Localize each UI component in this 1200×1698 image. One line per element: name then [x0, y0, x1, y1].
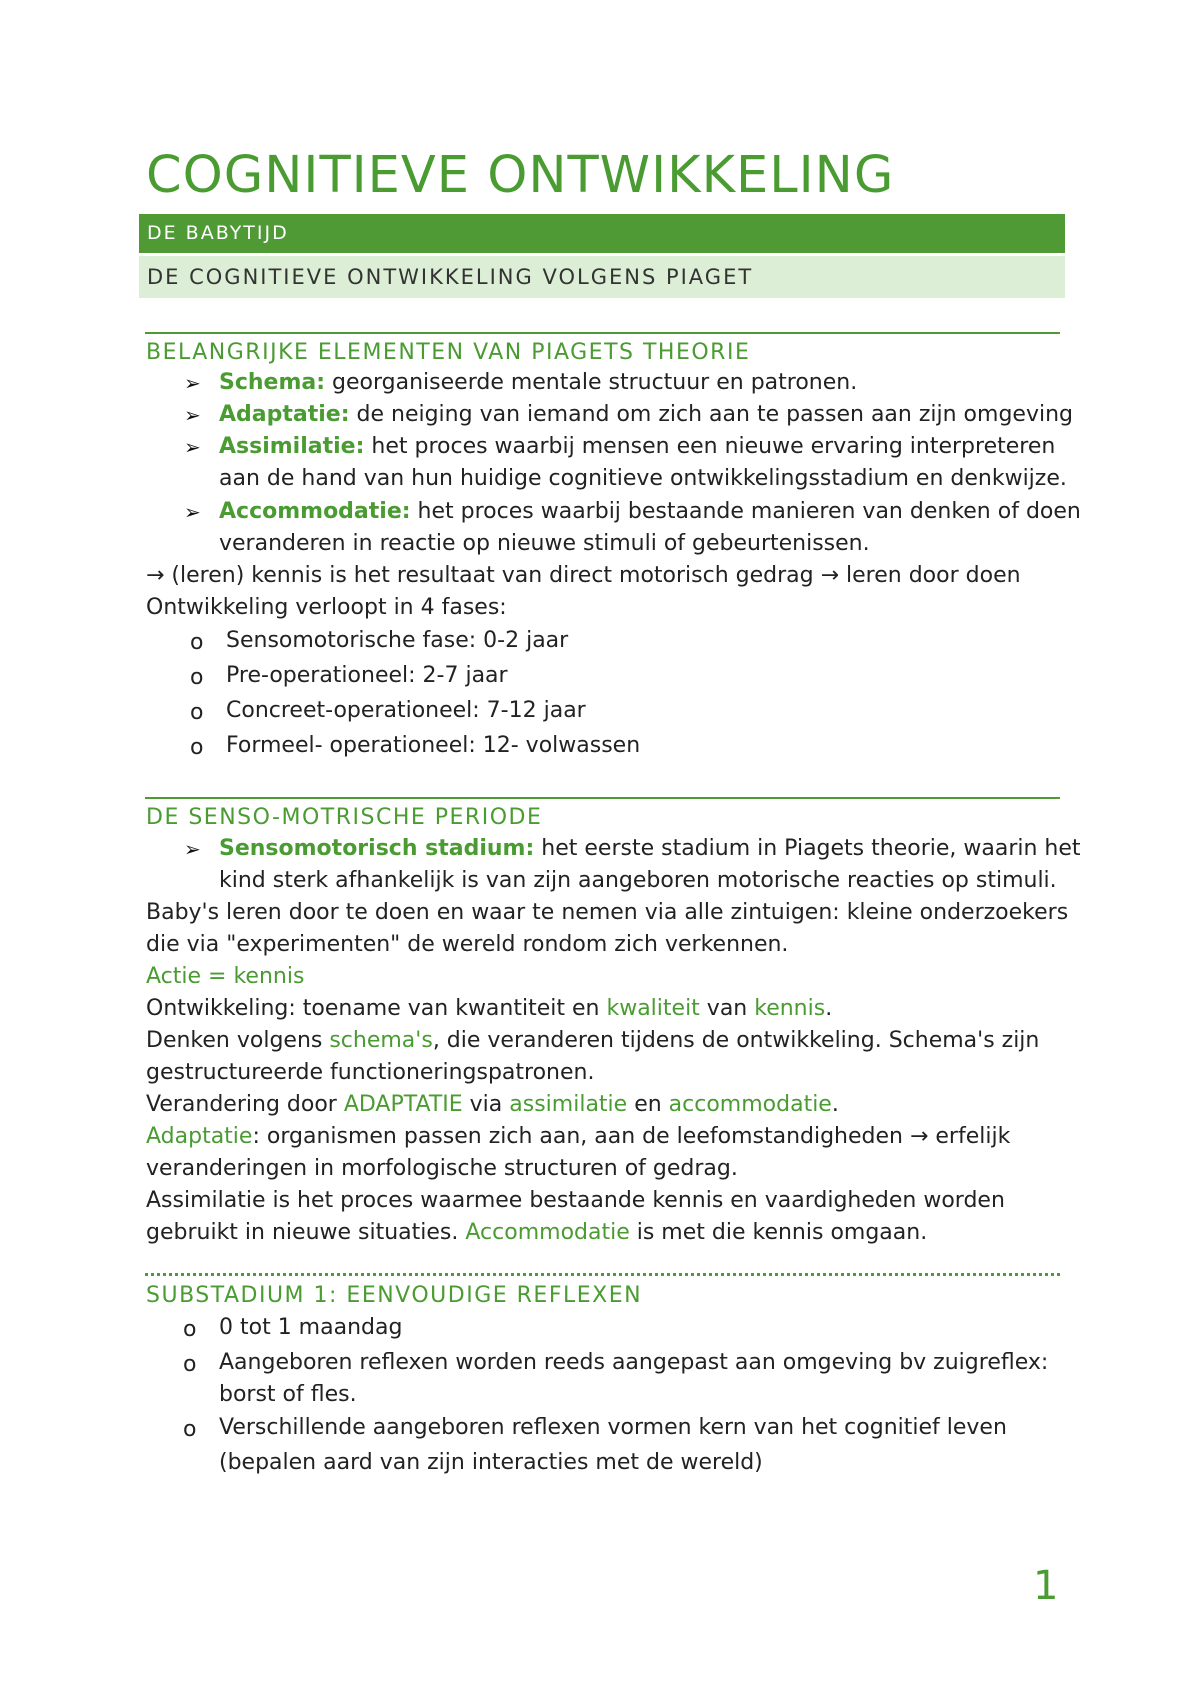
substage-item: Aangeboren reflexen worden reeds aangepast aan omgeving bv zuigreflex:: [219, 1350, 1049, 1375]
paragraph-line: Denken volgens schema's, die veranderen tijdens de ontwikkeling. Schema's zijn: [146, 1028, 1040, 1053]
bullet-arrow-icon: ➢: [184, 500, 201, 524]
bullet-adaptatie: Adaptatie: de neiging van iemand om zich aan te passen aan zijn omgeving: [219, 402, 1073, 427]
paragraph-line: Adaptatie: organismen passen zich aan, aan de leefomstandigheden → erfelijk: [146, 1124, 1011, 1149]
section-heading-substadium-1: SUBSTADIUM 1: EENVOUDIGE REFLEXEN: [146, 1283, 643, 1308]
page-title: COGNITIEVE ONTWIKKELING: [146, 146, 895, 205]
note-leren-door-doen: → (leren) kennis is het resultaat van direct motorisch gedrag → leren door doen: [146, 563, 1021, 588]
bullet-schema: Schema: georganiseerde mentale structuur en patronen.: [219, 370, 858, 395]
phase-item: Formeel- operationeel: 12- volwassen: [226, 733, 641, 758]
bullet-accommodatie: Accommodatie: het proces waarbij bestaande manieren van denken of doen: [219, 499, 1081, 524]
substage-item-continued: borst of fles.: [219, 1382, 357, 1407]
page-number: 1: [1033, 1563, 1059, 1609]
circle-bullet-icon: o: [183, 1352, 197, 1377]
bullet-sensomotorisch-stadium: Sensomotorisch stadium: het eerste stadium in Piagets theorie, waarin het: [219, 836, 1081, 861]
paragraph-line: die via "experimenten" de wereld rondom zich verkennen.: [146, 932, 789, 957]
bullet-sensomotorisch-continued: kind sterk afhankelijk is van zijn aangeboren motorische reacties op stimuli.: [219, 868, 1057, 893]
circle-bullet-icon: o: [183, 1317, 197, 1342]
bullet-arrow-icon: ➢: [184, 403, 201, 427]
bullet-accommodatie-continued: veranderen in reactie op nieuwe stimuli of gebeurtenissen.: [219, 531, 870, 556]
substage-item-continued: (bepalen aard van zijn interacties met de wereld): [219, 1450, 763, 1475]
phase-item: Pre-operationeel: 2-7 jaar: [226, 663, 508, 688]
substage-item: 0 tot 1 maandag: [219, 1315, 403, 1340]
paragraph-line: Verandering door ADAPTATIE via assimilatie en accommodatie.: [146, 1092, 839, 1117]
bullet-arrow-icon: ➢: [184, 371, 201, 395]
bullet-arrow-icon: ➢: [184, 837, 201, 861]
paragraph-actie-kennis: Actie = kennis: [146, 964, 305, 989]
phase-item: Sensomotorische fase: 0-2 jaar: [226, 628, 569, 653]
bullet-assimilatie: Assimilatie: het proces waarbij mensen een nieuwe ervaring interpreteren: [219, 434, 1056, 459]
paragraph-line: Assimilatie is het proces waarmee bestaande kennis en vaardigheden worden: [146, 1188, 1005, 1213]
circle-bullet-icon: o: [190, 735, 204, 760]
bullet-assimilatie-continued: aan de hand van hun huidige cognitieve ontwikkelingsstadium en denkwijze.: [219, 466, 1067, 491]
paragraph-line: Baby's leren door te doen en waar te nemen via alle zintuigen: kleine onderzoekers: [146, 900, 1069, 925]
phase-item: Concreet-operationeel: 7-12 jaar: [226, 698, 586, 723]
section-heading-elements: BELANGRIJKE ELEMENTEN VAN PIAGETS THEORIE: [146, 340, 751, 365]
circle-bullet-icon: o: [183, 1417, 197, 1442]
paragraph-line: veranderingen in morfologische structuren of gedrag.: [146, 1156, 738, 1181]
bullet-arrow-icon: ➢: [184, 435, 201, 459]
circle-bullet-icon: o: [190, 700, 204, 725]
section-rule: [145, 797, 1060, 799]
subchapter-band: DE COGNITIEVE ONTWIKKELING VOLGENS PIAGET: [139, 256, 1065, 298]
section-rule-dotted: [145, 1273, 1060, 1276]
paragraph-line: gebruikt in nieuwe situaties. Accommodatie is met die kennis omgaan.: [146, 1220, 928, 1245]
circle-bullet-icon: o: [190, 665, 204, 690]
substage-item: Verschillende aangeboren reflexen vormen kern van het cognitief leven: [219, 1415, 1007, 1440]
section-rule: [145, 332, 1060, 334]
paragraph-line: gestructureerde functioneringspatronen.: [146, 1060, 595, 1085]
paragraph-line: Ontwikkeling: toename van kwantiteit en kwaliteit van kennis.: [146, 996, 833, 1021]
chapter-band: DE BABYTIJD: [139, 214, 1065, 253]
circle-bullet-icon: o: [190, 630, 204, 655]
section-heading-senso-motrische: DE SENSO-MOTRISCHE PERIODE: [146, 805, 543, 830]
note-fases-intro: Ontwikkeling verloopt in 4 fases:: [146, 595, 507, 620]
